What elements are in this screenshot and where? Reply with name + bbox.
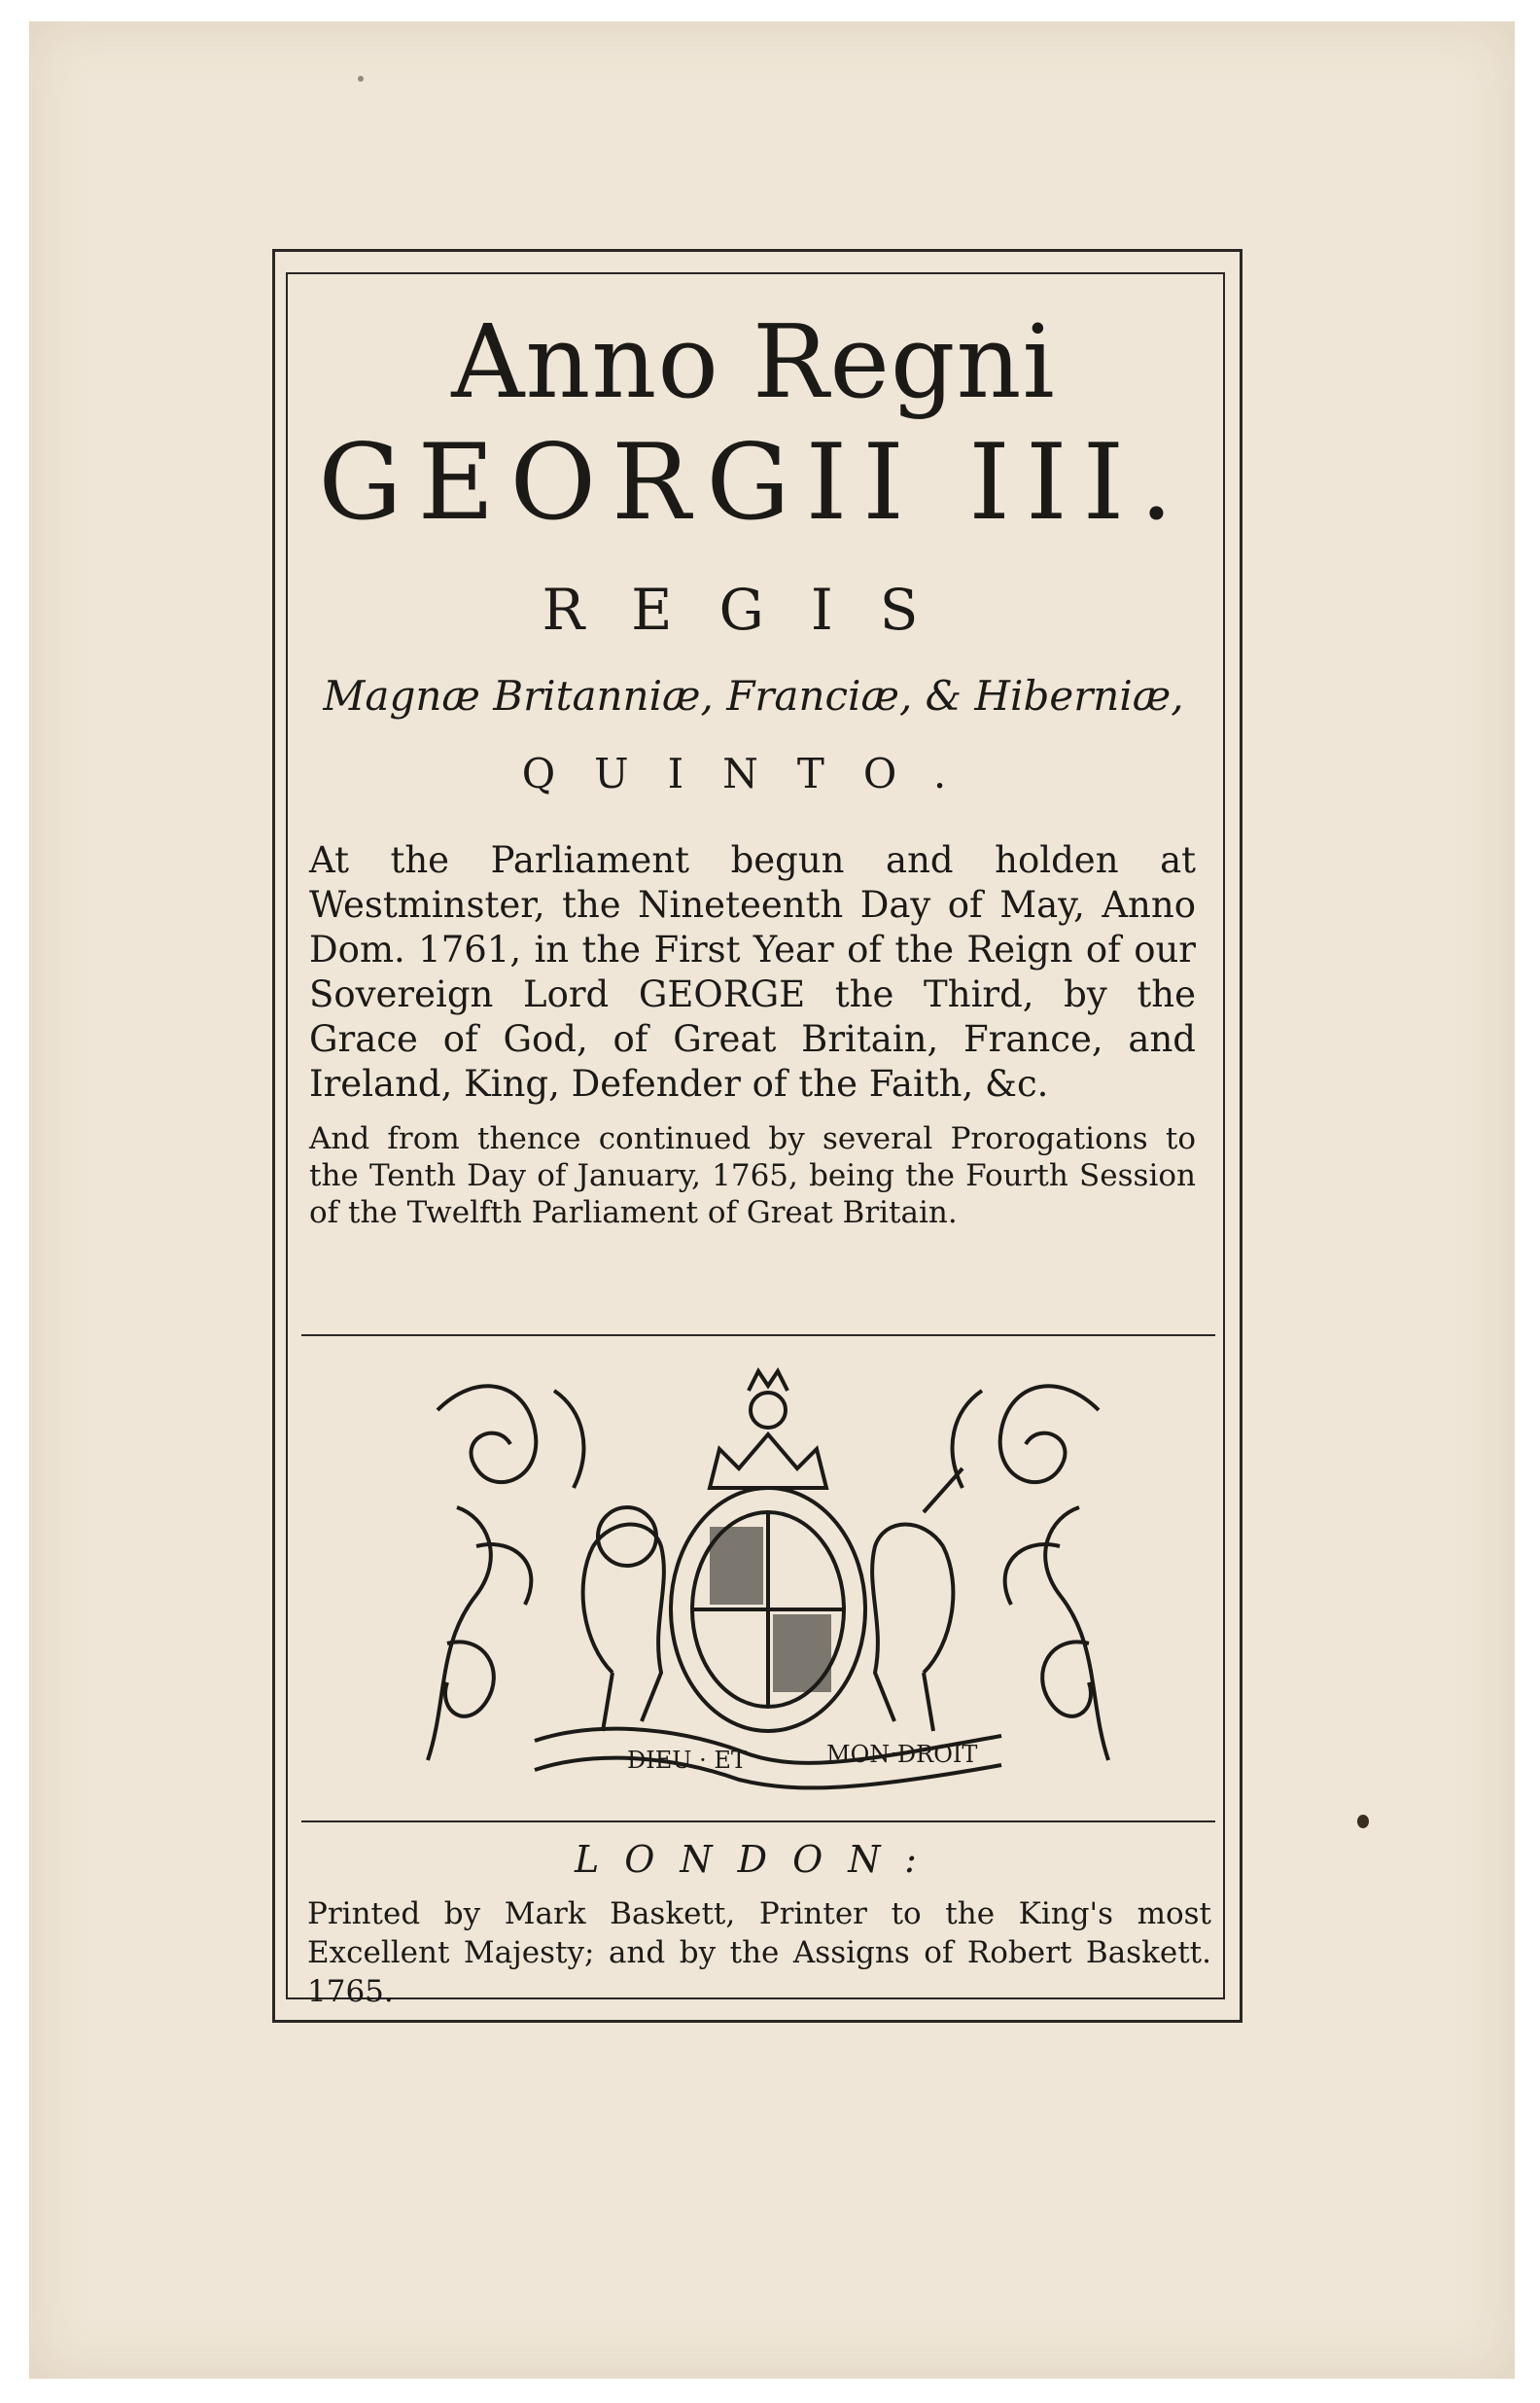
ink-spot (1357, 1815, 1369, 1828)
regis-heading: REGIS (542, 577, 965, 643)
upper-rule (301, 1334, 1215, 1336)
motto-left: DIEU · ET (627, 1747, 747, 1774)
prorogation-paragraph: And from thence continued by several Prorogations to the Tenth Day of January, 1765, being the Fourth Session of the Twelfth Parliament of Great Britain. (309, 1121, 1196, 1230)
imprint-city: LONDON: (575, 1838, 942, 1881)
lower-rule (301, 1820, 1215, 1822)
realms-line: Magnæ Britanniæ, Franciæ, & Hiberniæ, (323, 672, 1184, 720)
title-block (301, 292, 1206, 1231)
title-georgii: GEORGII III. (318, 422, 1189, 544)
ink-spot (358, 76, 364, 82)
parliament-paragraph: At the Parliament begun and holden at Westminster, the Nineteenth Day of May, Anno Dom. 1761, in the First Year of the Reign of our Sovereign Lord GEORGE the Third, by the Grace of God, of Great Britain, France, and Ireland, King, Defender of the Faith, &c. (309, 839, 1196, 1105)
printer-imprint: Printed by Mark Baskett, Printer to the King's most Excellent Majesty; and by the Assigns of Robert Baskett. 1765. (307, 1896, 1211, 2009)
royal-coat-of-arms (418, 1352, 1118, 1794)
motto-right: MON·DROIT (826, 1741, 978, 1768)
title-anno-regni: Anno Regni (451, 302, 1056, 421)
quinto-heading: QUINTO. (521, 750, 986, 797)
